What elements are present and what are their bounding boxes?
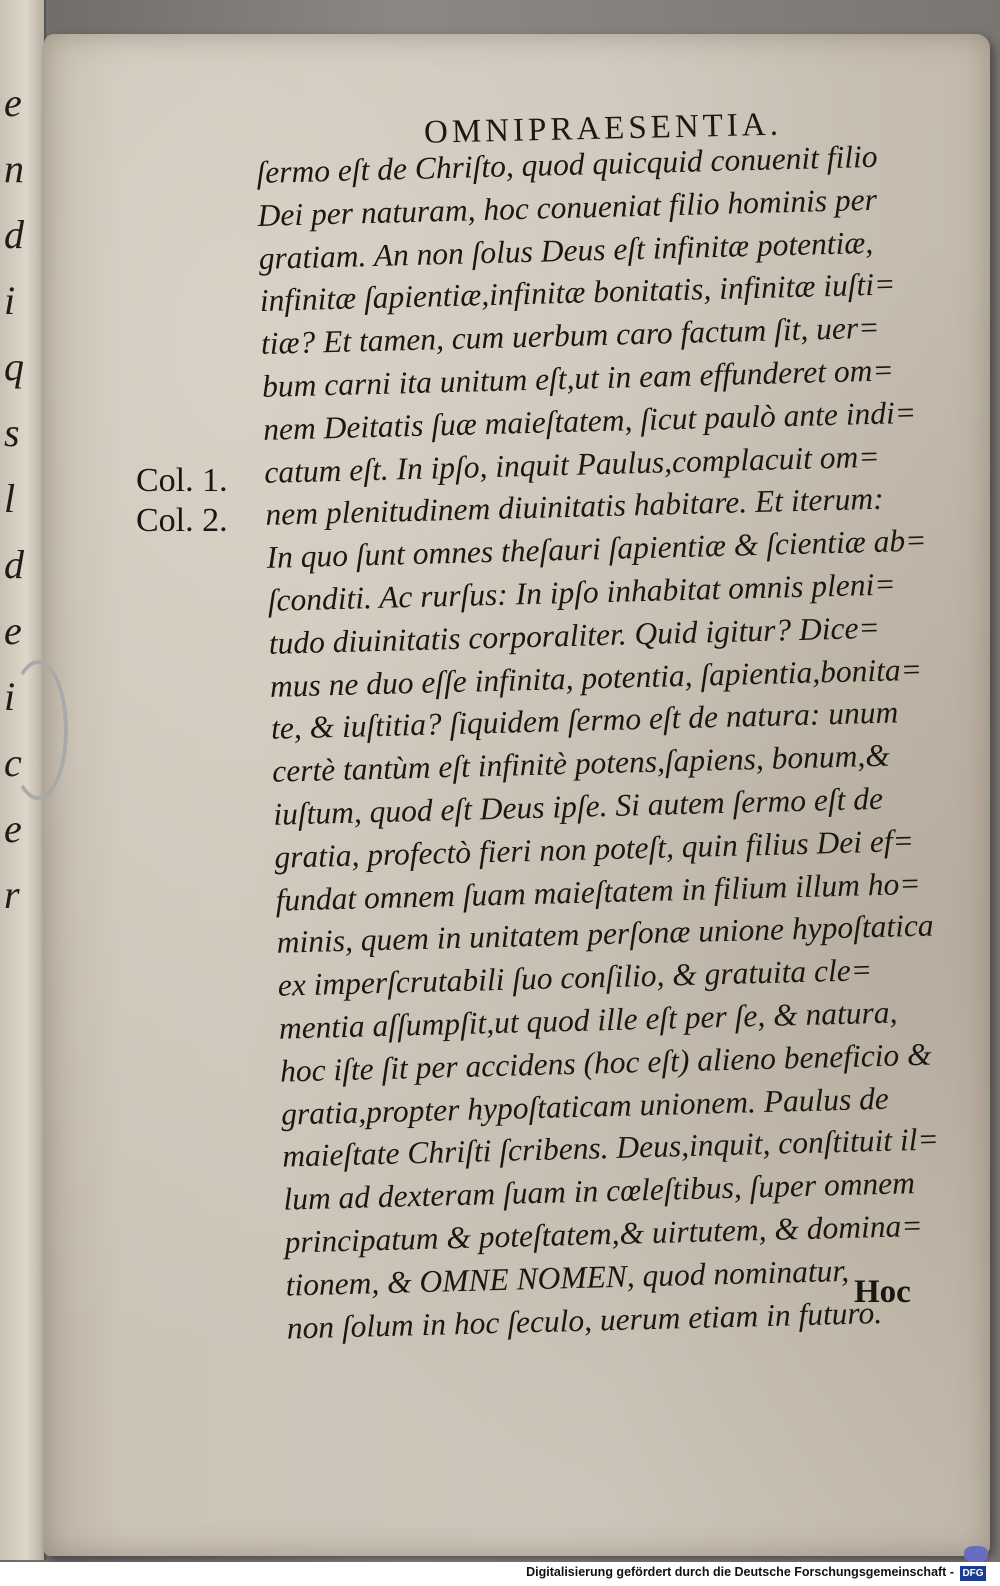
text-line: Dei per naturam, hoc conueniat filio hominis per: [257, 181, 878, 233]
cord-marker: [964, 1546, 988, 1562]
book-page: [44, 34, 990, 1556]
marginal-note: Col. 2.: [136, 502, 228, 539]
text-line: tiæ? Et tamen, cum uerbum caro factum ſit, uer=: [260, 309, 880, 362]
text-line: principatum & poteſtatem,& uirtutem, & domina=: [284, 1207, 923, 1260]
text-line: gratia,propter hypoſtaticam unionem. Paulus de: [280, 1080, 890, 1132]
catchword: Hoc: [854, 1274, 911, 1310]
text-line: infinitæ ſapientiæ,infinitæ bonitatis, infinitæ iuſti=: [259, 266, 896, 319]
text-line: hoc iſte ſit per accidens (hoc eſt) alieno beneficio &: [279, 1036, 932, 1089]
text-line: fundat omnem ſuam maieſtatem in filium illum ho=: [275, 865, 921, 918]
body-text: [256, 134, 957, 1349]
text-line: nem plenitudinem diuinitatis habitare. Et iterum:: [265, 481, 885, 533]
text-line: te, & iuſtitia? ſiquidem ſermo eſt de natura: unum: [270, 694, 899, 747]
digitization-footer: [0, 1562, 1000, 1586]
text-line: maieſtate Chriſti ſcribens. Deus,inquit, conſtituit il=: [281, 1121, 940, 1174]
text-line: iuſtum, quod eſt Deus ipſe. Si autem ſermo eſt de: [272, 780, 884, 832]
text-line: ſconditi. Ac rurſus: In ipſo inhabitat omnis pleni=: [267, 566, 896, 618]
text-line: mus ne duo eſſe infinita, potentia, ſapientia,bonita=: [269, 651, 923, 704]
text-line: gratiam. An non ſolus Deus eſt infinitæ potentiæ,: [258, 224, 874, 276]
text-line: mentia aſſumpſit,ut quod ille eſt per ſe, & natura,: [278, 994, 898, 1046]
text-line: nem Deitatis ſuæ maieſtatem, ſicut paulò ante indi=: [262, 394, 917, 447]
text-line: non ſolum in hoc ſeculo, uerum etiam in futuro.: [286, 1294, 883, 1346]
text-line: In quo ſunt omnes theſauri ſapientiæ & ſcientiæ ab=: [266, 522, 927, 576]
text-line: tudo diuinitatis corporaliter. Quid igitur? Dice=: [268, 609, 881, 661]
marginal-note: Col. 1.: [136, 462, 228, 499]
text-line: tionem, & OMNE NOMEN, quod nominatur,: [285, 1252, 850, 1303]
book-clasp-ring: [8, 660, 68, 800]
dfg-logo: DFG: [960, 1566, 986, 1581]
text-line: bum carni ita unitum eſt,ut in eam effunderet om=: [261, 352, 895, 404]
text-line: lum ad dexteram ſuam in cœleſtibus, ſuper omnem: [282, 1165, 916, 1217]
running-head: OMNIPRAESENTIA.: [423, 106, 783, 151]
text-line: ſermo eſt de Chriſto, quod quicquid conuenit filio: [256, 138, 878, 190]
previous-page-letters: e n d i q s l d e i c e r: [4, 80, 24, 917]
text-line: ex imperſcrutabili ſuo conſilio, & gratuita cle=: [277, 952, 873, 1003]
footer-credit: Digitalisierung gefördert durch die Deutsche Forschungsgemeinschaft -: [526, 1565, 954, 1579]
text-line: certè tantùm eſt infinitè potens,ſapiens, bonum,&: [271, 737, 891, 789]
text-line: gratia, profectò fieri non poteſt, quin filius Dei ef=: [274, 822, 915, 875]
text-line: catum eſt. In ipſo, inquit Paulus,complacuit om=: [263, 438, 880, 490]
text-line: minis, quem in unitatem perſonæ unione hypoſtatica: [276, 907, 934, 961]
